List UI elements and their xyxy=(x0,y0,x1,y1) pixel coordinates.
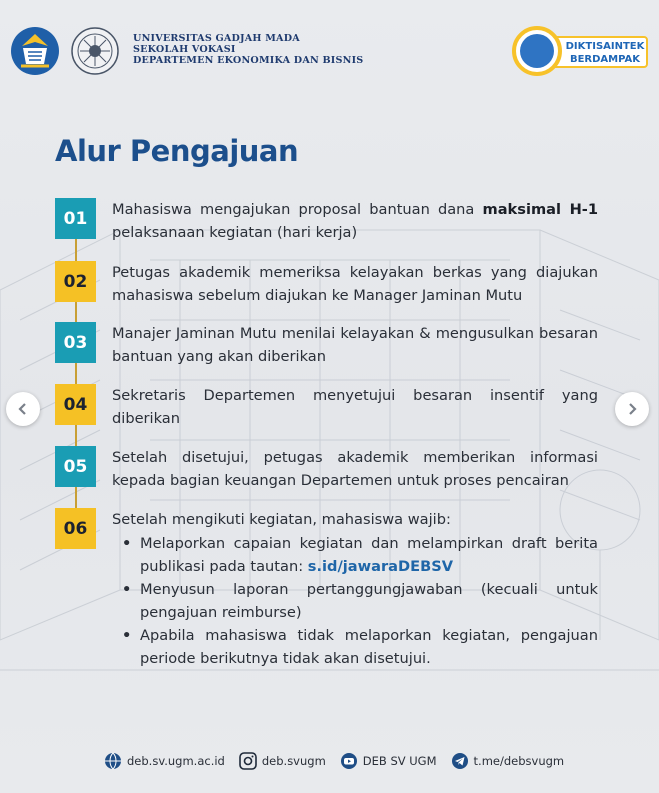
list-item: • Apabila mahasiswa tidak melaporkan kegiatan, pengajuan periode berikutnya tidak akan disetujui. xyxy=(112,624,598,670)
instagram-icon xyxy=(239,752,257,770)
list-item xyxy=(112,532,598,578)
list-item: • Menyusun laporan pertanggungjawaban (kecuali untuk pengajuan reimburse) xyxy=(112,578,598,624)
footer-youtube-text: DEB SV UGM xyxy=(362,754,437,768)
header xyxy=(8,24,653,80)
footer-instagram-text: deb.svugm xyxy=(261,754,326,768)
footer-youtube[interactable] xyxy=(340,752,437,770)
institution-line-1: UNIVERSITAS GADJAH MADA xyxy=(133,33,300,44)
telegram-icon xyxy=(451,752,469,770)
step-text: Setelah disetujui, petugas akademik memberikan informasi kepada bagian keuangan Departemen untuk proses pencairan xyxy=(112,449,598,489)
step-text: Sekretaris Departemen menyetujui besaran insentif yang diberikan xyxy=(112,387,598,427)
institution-name xyxy=(133,33,363,66)
previous-slide-button[interactable] xyxy=(6,392,40,426)
ugm-seal-icon xyxy=(70,26,120,76)
step-number-badge: 03 xyxy=(55,322,96,363)
obligation-list xyxy=(112,532,598,670)
footer-website[interactable] xyxy=(104,752,225,770)
step-text-part: Mahasiswa mengajukan proposal bantuan dana xyxy=(112,201,483,218)
list-item-text: Melaporkan capaian kegiatan dan melampirkan draft berita publikasi pada tautan: xyxy=(140,535,598,575)
chevron-right-icon xyxy=(625,402,639,416)
step-number-badge: 04 xyxy=(55,384,96,425)
step-text-part: pelaksanaan kegiatan (hari kerja) xyxy=(112,224,358,241)
step-number-badge: 01 xyxy=(55,198,96,239)
footer-contacts xyxy=(104,751,578,771)
institution-line-3: DEPARTEMEN EKONOMIKA DAN BISNIS xyxy=(133,55,364,66)
next-slide-button[interactable] xyxy=(615,392,649,426)
step-number-badge: 02 xyxy=(55,261,96,302)
step-number-badge: 05 xyxy=(55,446,96,487)
step-text-bold: maksimal H-1 xyxy=(482,201,598,218)
step-number-badge: 06 xyxy=(55,508,96,549)
kemendikbud-logo-icon xyxy=(10,26,60,76)
footer-telegram[interactable] xyxy=(451,752,565,770)
footer-instagram[interactable] xyxy=(239,752,326,770)
step-text: Manajer Jaminan Mutu menilai kelayakan & mengusulkan besaran bantuan yang akan diberikan xyxy=(112,325,598,365)
badge-line-1: DIKTISAINTEK xyxy=(565,41,645,52)
badge-line-2: BERDAMPAK xyxy=(569,54,641,65)
diktisaintek-logo-icon xyxy=(512,26,562,76)
diktisaintek-badge xyxy=(512,24,648,80)
badge-label xyxy=(552,36,648,68)
globe-icon xyxy=(104,752,122,770)
page-title: Alur Pengajuan xyxy=(55,134,299,168)
step-text: Petugas akademik memeriksa kelayakan berkas yang diajukan mahasiswa sebelum diajukan ke Manager Jaminan Mutu xyxy=(112,264,598,304)
step-text xyxy=(112,508,598,670)
institution-line-2: SEKOLAH VOKASI xyxy=(133,44,236,55)
step-intro-text: Setelah mengikuti kegiatan, mahasiswa wajib: xyxy=(112,511,451,528)
youtube-icon xyxy=(340,752,358,770)
footer-website-text: deb.sv.ugm.ac.id xyxy=(127,754,225,768)
footer-telegram-text: t.me/debsvugm xyxy=(473,754,565,768)
chevron-left-icon xyxy=(16,402,30,416)
step-text xyxy=(112,198,598,244)
report-link[interactable]: s.id/jawaraDEBSV xyxy=(307,558,454,575)
